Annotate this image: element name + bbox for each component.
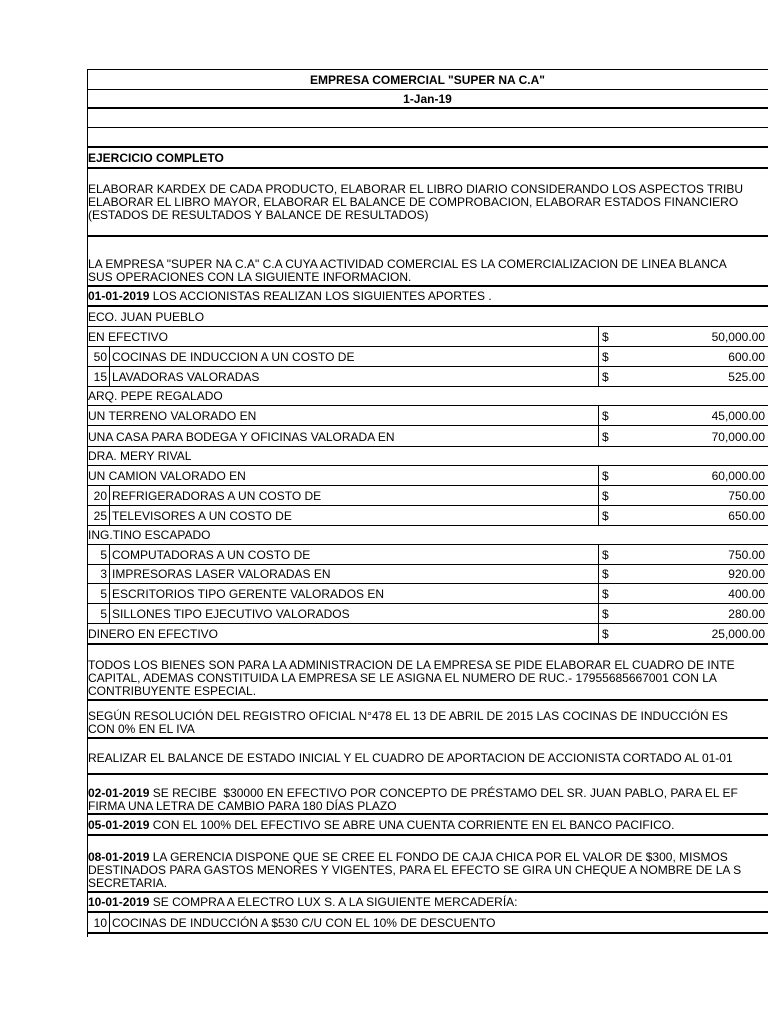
table-row [87,486,768,506]
entry-row-1001 [87,893,768,913]
entry-1001[interactable] [87,893,768,911]
note-line: CON 0% EN EL IVA [88,722,195,736]
line-description[interactable]: COCINAS DE INDUCCION A UN COSTO DE [112,350,355,364]
intro-line: SUS OPERACIONES CON LA SIGUIENTE INFORMACION. [88,270,412,284]
note-balance[interactable]: REALIZAR EL BALANCE DE ESTADO INICIAL Y EL CUADRO DE APORTACION DE ACCIONISTA CORTADO AL 01-01 [88,751,733,765]
table-row [87,347,768,367]
line-amount[interactable]: 60,000.00 [711,469,765,483]
table-row [87,913,768,934]
note-row [87,701,768,739]
entry-date: 05-01-2019 [88,818,150,832]
entry-row-0201 [87,775,768,815]
instructions-line: ELABORAR EL LIBRO MAYOR, ELABORAR EL BALANCE DE COMPROBACION, ELABORAR ESTADOS FINANCIERO [88,195,739,209]
table-row [87,545,768,565]
intro-row [87,237,768,287]
instructions-line: (ESTADOS DE RESULTADOS Y BALANCE DE RESULTADOS) [88,208,429,222]
entry-row-0801 [87,836,768,893]
entry-row-0101 [87,287,768,307]
currency-symbol[interactable]: $ [598,327,640,346]
line-amount[interactable]: 750.00 [728,489,765,503]
entry-line: FIRMA UNA LETRA DE CAMBIO PARA 180 DÍAS PLAZO [88,799,397,813]
section-heading-row [87,148,768,169]
line-qty[interactable]: 3 [87,565,110,583]
line-amount[interactable]: 45,000.00 [711,409,765,423]
table-row [87,604,768,624]
line-description[interactable]: COCINAS DE INDUCCIÓN A $530 C/U CON EL 10% DE DESCUENTO [112,916,496,930]
intro-line: LA EMPRESA "SUPER NA C.A" C.A CUYA ACTIVIDAD COMERCIAL ES LA COMERCIALIZACION DE LINEA BLANCA [88,257,727,271]
entry-date: 01-01-2019 [88,289,150,303]
note-line: CONTRIBUYENTE ESPECIAL. [88,684,257,698]
table-row [87,406,768,426]
empty-row[interactable] [87,128,768,148]
currency-symbol[interactable]: $ [598,486,640,505]
line-description[interactable]: LAVADORAS VALORADAS [112,370,260,384]
currency-symbol[interactable]: $ [598,426,640,446]
instructions-text[interactable] [87,169,768,235]
line-description[interactable]: DINERO EN EFECTIVO [88,627,219,641]
table-row [87,506,768,526]
line-description[interactable]: IMPRESORAS LASER VALORADAS EN [112,567,331,581]
note-line: SEGÚN RESOLUCIÓN DEL REGISTRO OFICIAL N°478 EL 13 DE ABRIL DE 2015 LAS COCINAS DE INDUCCIÓN ES [88,709,728,723]
line-qty[interactable]: 25 [87,506,110,525]
line-amount[interactable]: 920.00 [728,567,765,581]
sheet-date[interactable]: 1-Jan-19 [403,92,452,106]
entry-date: 10-01-2019 [88,895,150,909]
line-amount[interactable]: 25,000.00 [711,627,765,641]
intro-text[interactable] [87,237,768,285]
table-row [87,426,768,447]
note-line: TODOS LOS BIENES SON PARA LA ADMINISTRACION DE LA EMPRESA SE PIDE ELABORAR EL CUADRO DE INTE [88,658,735,672]
company-title[interactable]: EMPRESA COMERCIAL "SUPER NA C.A" [310,73,545,87]
currency-symbol[interactable]: $ [598,367,640,386]
line-description[interactable]: EN EFECTIVO [88,330,169,344]
empty-row[interactable] [87,109,768,128]
line-qty[interactable]: 50 [87,347,110,366]
note-bienes[interactable] [87,645,768,699]
line-amount[interactable]: 70,000.00 [711,430,765,444]
shareholder-name[interactable]: ECO. JUAN PUEBLO [88,310,205,324]
currency-symbol[interactable]: $ [598,506,640,525]
line-amount[interactable]: 50,000.00 [711,330,765,344]
line-description[interactable]: UNA CASA PARA BODEGA Y OFICINAS VALORADA EN [88,430,395,444]
table-row [87,367,768,387]
currency-symbol[interactable]: $ [598,584,640,603]
table-row [87,466,768,486]
shareholder-row [87,307,768,327]
entry-0801[interactable] [87,836,768,891]
shareholder-row [87,526,768,545]
note-row [87,645,768,701]
entry-text: LA GERENCIA DISPONE QUE SE CREE EL FONDO DE CAJA CHICA POR EL VALOR DE $300, MISMOS [149,850,728,864]
line-qty[interactable]: 5 [87,545,110,564]
line-description[interactable]: UN TERRENO VALORADO EN [88,409,257,423]
line-description[interactable]: UN CAMION VALORADO EN [88,469,246,483]
shareholder-row [87,447,768,466]
note-row [87,739,768,775]
spreadsheet [87,69,768,934]
line-description[interactable]: TELEVISORES A UN COSTO DE [112,509,292,523]
line-amount[interactable]: 600.00 [728,350,765,364]
line-qty[interactable]: 5 [87,604,110,623]
note-line: CAPITAL, ADEMAS CONSTITUIDA LA EMPRESA SE LE ASIGNA EL NUMERO DE RUC.- 17955685667001 CON LA [88,671,717,685]
currency-symbol[interactable]: $ [598,466,640,485]
date-row [87,90,768,109]
line-description[interactable]: ESCRITORIOS TIPO GERENTE VALORADOS EN [112,587,385,601]
line-description[interactable]: SILLONES TIPO EJECUTIVO VALORADOS [112,607,350,621]
currency-symbol[interactable]: $ [598,347,640,366]
shareholder-row [87,387,768,406]
line-qty[interactable]: 5 [87,584,110,603]
line-qty[interactable]: 10 [87,913,110,932]
entry-line: SECRETARIA. [88,876,168,890]
entry-date: 08-01-2019 [88,850,150,864]
entry-0101[interactable] [87,287,768,305]
entry-0201[interactable] [87,775,768,813]
table-row [87,584,768,604]
note-resolucion[interactable] [87,701,768,737]
shareholder-name[interactable]: DRA. MERY RIVAL [88,449,192,463]
line-amount[interactable]: 525.00 [728,370,765,384]
line-amount[interactable]: 280.00 [728,607,765,621]
currency-symbol[interactable]: $ [598,565,640,583]
line-description[interactable]: COMPUTADORAS A UN COSTO DE [112,548,311,562]
shareholder-name[interactable]: ARQ. PEPE REGALADO [88,389,223,403]
line-amount[interactable]: 400.00 [728,587,765,601]
entry-text: LOS ACCIONISTAS REALIZAN LOS SIGUIENTES APORTES . [149,289,492,303]
instructions-line: ELABORAR KARDEX DE CADA PRODUCTO, ELABORAR EL LIBRO DIARIO CONSIDERANDO LOS ASPECTOS TRIBU [88,182,744,196]
currency-symbol[interactable]: $ [598,604,640,623]
line-description[interactable]: REFRIGERADORAS A UN COSTO DE [112,489,322,503]
entry-row-0501 [87,815,768,836]
instructions-row [87,169,768,237]
currency-symbol[interactable]: $ [598,624,640,643]
entry-date: 02-01-2019 [88,786,150,800]
entry-0501[interactable] [87,815,768,834]
table-row [87,624,768,645]
shareholder-name[interactable]: ING.TINO ESCAPADO [88,528,211,542]
line-qty[interactable]: 15 [87,367,110,386]
title-row [87,69,768,90]
table-row [87,327,768,347]
line-qty[interactable]: 20 [87,486,110,505]
section-heading[interactable]: EJERCICIO COMPLETO [88,151,224,165]
entry-line: DESTINADOS PARA GASTOS MENORES Y VIGENTES, PARA EL EFECTO SE GIRA UN CHEQUE A NOMBRE DE LA S [88,863,742,877]
line-amount[interactable]: 750.00 [728,548,765,562]
entry-text: CON EL 100% DEL EFECTIVO SE ABRE UNA CUENTA CORRIENTE EN EL BANCO PACIFICO. [149,818,675,832]
currency-symbol[interactable]: $ [598,406,640,425]
entry-text: SE COMPRA A ELECTRO LUX S. A LA SIGUIENTE MERCADERÍA: [149,895,518,909]
entry-text: SE RECIBE $30000 EN EFECTIVO POR CONCEPTO DE PRÉSTAMO DEL SR. JUAN PABLO, PARA EL EF [149,786,738,800]
line-amount[interactable]: 650.00 [728,509,765,523]
table-row [87,565,768,584]
currency-symbol[interactable]: $ [598,545,640,564]
